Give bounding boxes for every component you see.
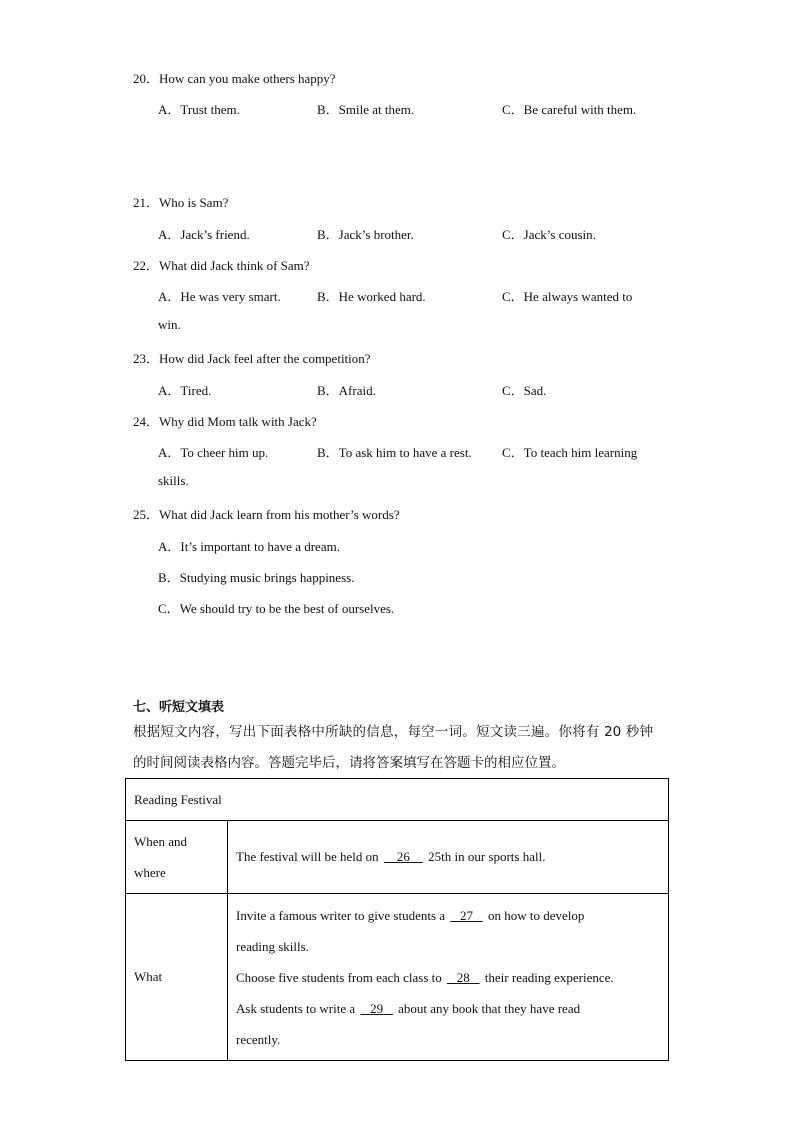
option-b[interactable]: B．To ask him to have a rest. bbox=[317, 445, 472, 460]
section-heading: 七、听短文填表 bbox=[133, 700, 225, 715]
option-c[interactable]: C．He always wanted to bbox=[502, 289, 633, 304]
option-c[interactable]: C．Sad. bbox=[502, 383, 547, 398]
blank-number: 28 bbox=[456, 969, 470, 985]
option-c[interactable]: C．Jack’s cousin. bbox=[502, 227, 596, 242]
cell-text: The festival will be held on bbox=[236, 849, 379, 864]
cell-text: 25th in our sports hall. bbox=[428, 849, 546, 864]
cell-line: recently. bbox=[236, 1031, 281, 1047]
answer-blank-29[interactable] bbox=[358, 993, 395, 1024]
cell-text: about any book that they have read bbox=[398, 1000, 581, 1016]
option-a[interactable]: A．Tired. bbox=[158, 383, 212, 398]
blank-number: 27 bbox=[460, 907, 474, 923]
row-label-line: When and bbox=[134, 834, 188, 849]
question-text: How did Jack feel after the competition? bbox=[159, 351, 371, 366]
option-c[interactable]: C．We should try to be the best of ourselves. bbox=[158, 601, 395, 616]
table-row-what bbox=[126, 894, 669, 1061]
question-number: 21． bbox=[133, 195, 160, 210]
question-20 bbox=[133, 68, 336, 87]
cell-text: Choose five students from each class to bbox=[236, 969, 442, 985]
option-b[interactable]: B．Afraid. bbox=[317, 383, 376, 398]
option-c[interactable]: C．Be careful with them. bbox=[502, 102, 637, 117]
question-number: 22． bbox=[133, 258, 160, 273]
option-b[interactable]: B．He worked hard. bbox=[317, 289, 426, 304]
cell-line bbox=[236, 993, 660, 1024]
option-a[interactable]: A．Trust them. bbox=[158, 102, 240, 117]
question-text: Who is Sam? bbox=[159, 195, 229, 210]
question-number: 20． bbox=[133, 71, 160, 86]
cell-text: on how to develop bbox=[488, 907, 585, 923]
question-23 bbox=[133, 348, 371, 367]
question-22 bbox=[133, 255, 310, 274]
cell-line bbox=[236, 900, 660, 931]
option-continuation: skills. bbox=[158, 473, 189, 488]
option-b[interactable]: B．Jack’s brother. bbox=[317, 227, 414, 242]
answer-blank-26[interactable] bbox=[382, 849, 425, 865]
question-24 bbox=[133, 411, 317, 430]
row-label bbox=[126, 821, 228, 894]
row-label: What bbox=[126, 894, 228, 1061]
blank-number: 26 bbox=[396, 849, 410, 864]
row-content bbox=[228, 821, 669, 894]
cell-line bbox=[236, 962, 660, 993]
question-text: How can you make others happy? bbox=[159, 71, 336, 86]
option-c[interactable]: C．To teach him learning bbox=[502, 445, 638, 460]
option-b[interactable]: B．Studying music brings happiness. bbox=[158, 570, 355, 585]
answer-blank-28[interactable] bbox=[445, 962, 482, 993]
option-b[interactable]: B．Smile at them. bbox=[317, 102, 415, 117]
cell-text: Invite a famous writer to give students a bbox=[236, 907, 446, 923]
question-number: 23． bbox=[133, 351, 160, 366]
cell-text: their reading experience. bbox=[484, 969, 614, 985]
question-text: What did Jack think of Sam? bbox=[159, 258, 310, 273]
question-number: 24． bbox=[133, 414, 160, 429]
option-a[interactable]: A．He was very smart. bbox=[158, 289, 281, 304]
blank-number: 29 bbox=[370, 1000, 384, 1016]
section-instructions: 根据短文内容，写出下面表格中所缺的信息，每空一词。短文读三遍。你将有 20 秒钟的时间阅读表格内容。答题完毕后，请将答案填写在答题卡的相应位置。 bbox=[133, 724, 653, 771]
reading-festival-table bbox=[125, 778, 669, 1061]
table-title: Reading Festival bbox=[126, 779, 669, 821]
option-a[interactable]: A．It’s important to have a dream. bbox=[158, 539, 340, 554]
cell-text: Ask students to write a bbox=[236, 1000, 356, 1016]
table-row-when-where bbox=[126, 821, 669, 894]
option-a[interactable]: A．Jack’s friend. bbox=[158, 227, 250, 242]
question-text: What did Jack learn from his mother’s words? bbox=[159, 507, 400, 522]
question-21 bbox=[133, 192, 228, 211]
question-25 bbox=[133, 504, 400, 523]
table-title-row bbox=[126, 779, 669, 821]
row-label-line: where bbox=[134, 865, 166, 880]
cell-line: reading skills. bbox=[236, 938, 309, 954]
option-continuation: win. bbox=[158, 317, 181, 332]
row-content bbox=[228, 894, 669, 1061]
question-text: Why did Mom talk with Jack? bbox=[159, 414, 317, 429]
option-a[interactable]: A．To cheer him up. bbox=[158, 445, 269, 460]
answer-blank-27[interactable] bbox=[448, 900, 485, 931]
question-number: 25． bbox=[133, 507, 160, 522]
